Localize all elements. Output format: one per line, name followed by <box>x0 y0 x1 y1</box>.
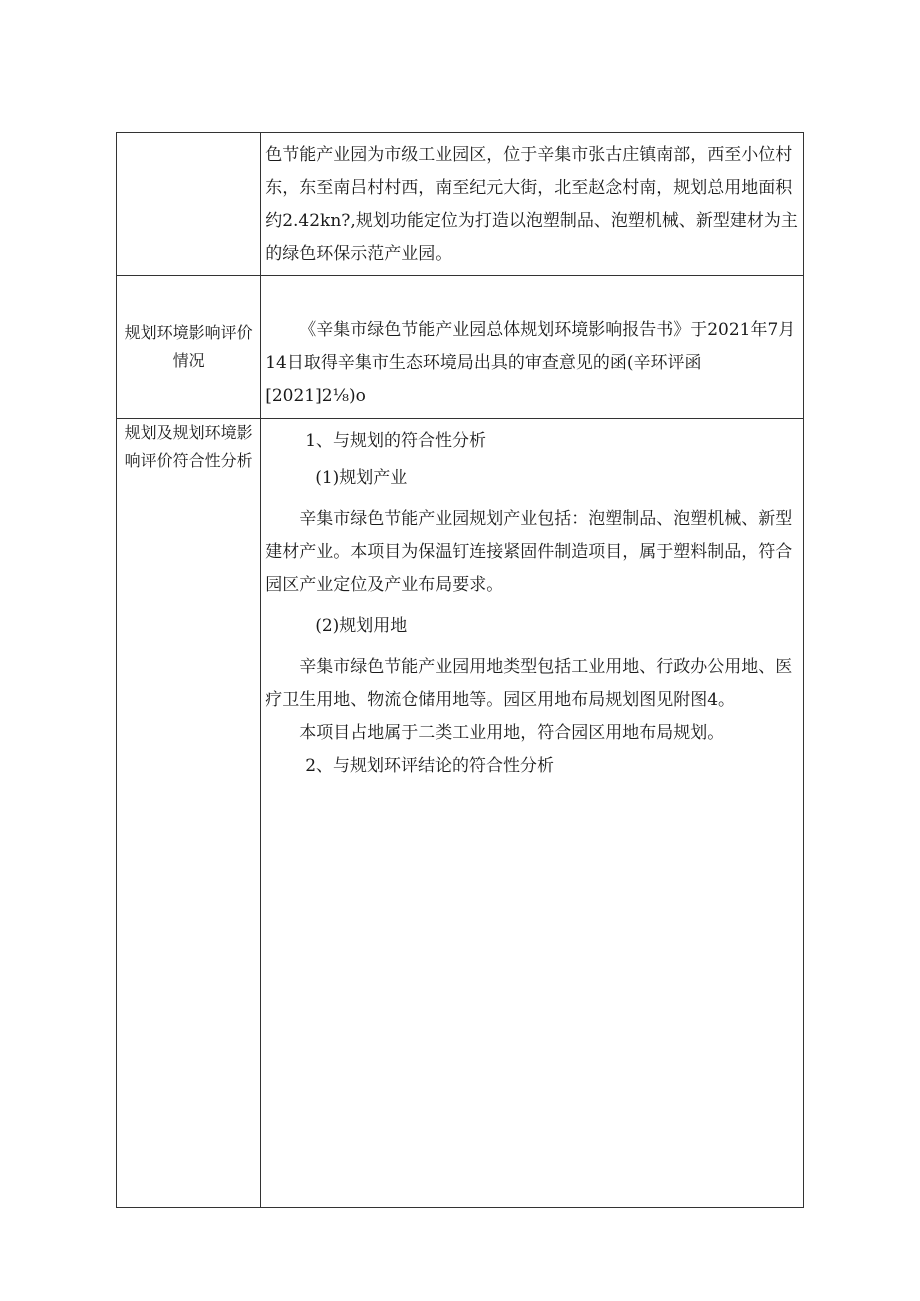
plan-eia-text: 《辛集市绿色节能产业园总体规划环境影响报告书》于2021年7月14日取得辛集市生态环境局出具的审查意见的函(辛环评函[2021]2⅛)o <box>265 320 796 406</box>
label-line: 响评价符合性分析 <box>124 451 253 470</box>
park-overview-cell <box>261 133 804 276</box>
section-heading: 1、与规划的符合性分析 <box>305 431 487 451</box>
section-heading: 2、与规划环评结论的符合性分析 <box>305 756 555 776</box>
table-row <box>117 419 804 1208</box>
document-table <box>116 132 804 1208</box>
label-line: 规划环境影响评价 <box>124 323 253 342</box>
row-label-conformity <box>117 419 261 1208</box>
table-row <box>117 276 804 419</box>
paragraph: 辛集市绿色节能产业园用地类型包括工业用地、行政办公用地、医疗卫生用地、物流仓储用地等。园区用地布局规划图见附图4。 <box>265 657 793 710</box>
subsection-heading: (1)规划产业 <box>315 468 408 488</box>
paragraph: 辛集市绿色节能产业园规划产业包括：泡塑制品、泡塑机械、新型建材产业。本项目为保温钉连接紧固件制造项目，属于塑料制品，符合园区产业定位及产业布局要求。 <box>265 509 793 595</box>
row-label-empty <box>117 133 261 276</box>
subsection-heading: (2)规划用地 <box>315 616 408 636</box>
row-label-plan-eia <box>117 276 261 419</box>
park-overview-text: 色节能产业园为市级工业园区，位于辛集市张古庄镇南部，西至小位村东，东至南吕村村西，南至纪元大街，北至赵念村南，规划总用地面积约2.42kn?,规划功能定位为打造以泡塑制品、泡塑机械、新型建材为主的绿色环保示范产业园。 <box>265 145 798 264</box>
paragraph: 本项目占地属于二类工业用地，符合园区用地布局规划。 <box>299 723 725 743</box>
table-row <box>117 133 804 276</box>
label-line: 规划及规划环境影 <box>124 423 253 442</box>
conformity-analysis-cell <box>261 419 804 1208</box>
label-line: 情况 <box>172 351 205 370</box>
plan-eia-cell <box>261 276 804 419</box>
